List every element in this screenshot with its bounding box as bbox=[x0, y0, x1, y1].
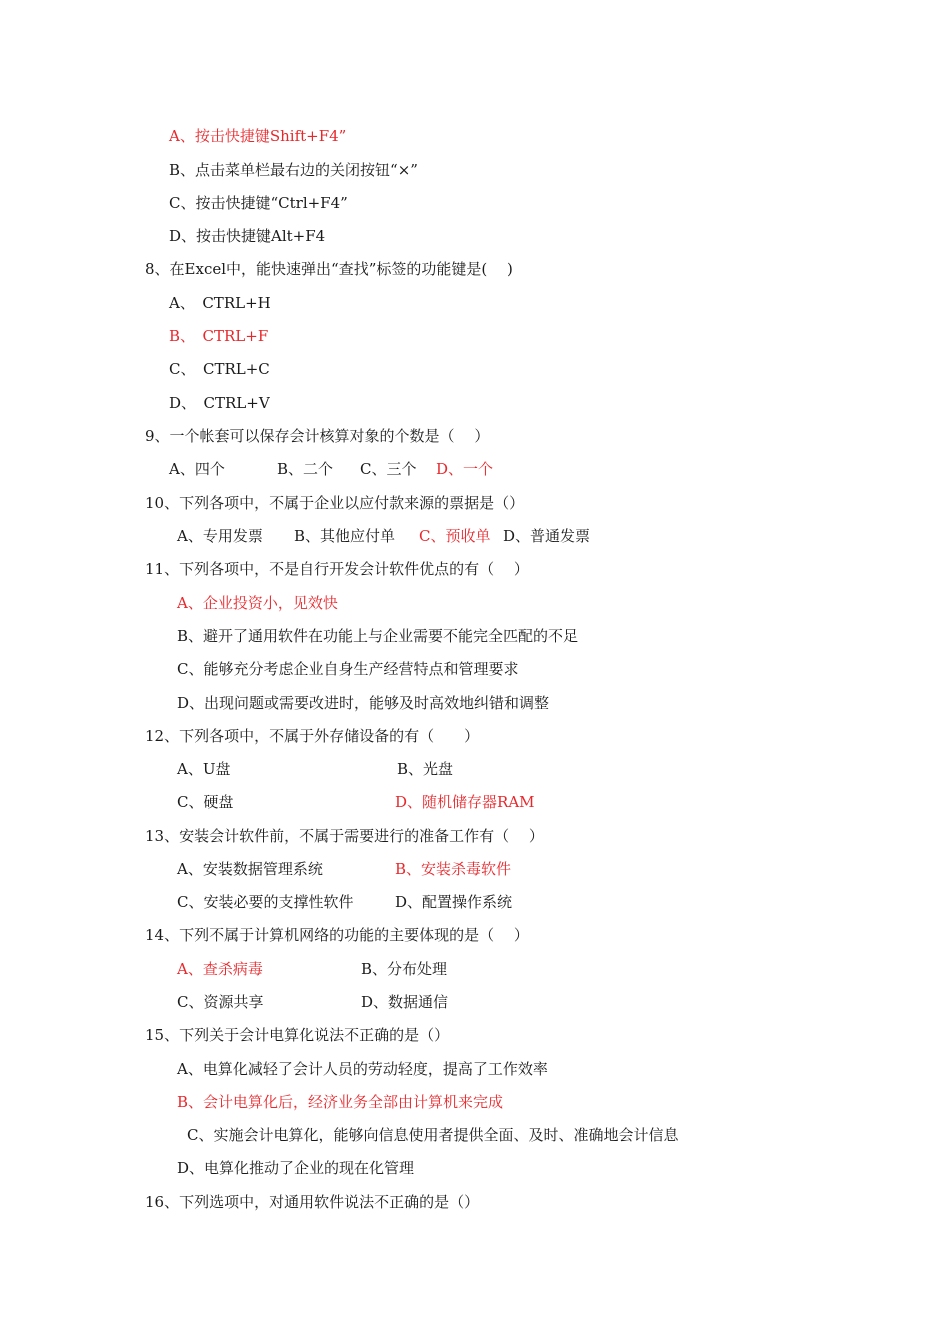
q8-text: 8、在Excel中，能快速弹出“查找”标签的功能键是( ) bbox=[145, 260, 513, 278]
q8-option-d: D、 CTRL+V bbox=[169, 394, 270, 412]
q12-options-row2 bbox=[0, 793, 950, 811]
q10-option-b: B、其他应付单 bbox=[294, 527, 396, 545]
q9-option-b: B、二个 bbox=[277, 460, 334, 478]
q12-option-b: B、光盘 bbox=[397, 760, 454, 778]
q7-option-b: B、点击菜单栏最右边的关闭按钮“×” bbox=[169, 161, 418, 179]
q11-option-c: C、能够充分考虑企业自身生产经营特点和管理要求 bbox=[177, 660, 519, 678]
q13-text: 13、安装会计软件前，不属于需要进行的准备工作有（ ） bbox=[145, 827, 544, 845]
q14-options-row1 bbox=[0, 960, 950, 978]
q10-option-d: D、普通发票 bbox=[503, 527, 591, 545]
q16-text: 16、下列选项中，对通用软件说法不正确的是（） bbox=[145, 1193, 480, 1211]
q12-option-d: D、随机储存器RAM bbox=[395, 793, 535, 811]
q15-option-b: B、会计电算化后，经济业务全部由计算机来完成 bbox=[177, 1093, 504, 1111]
q11-text: 11、下列各项中，不是自行开发会计软件优点的有（ ） bbox=[145, 560, 529, 578]
q14-options-row2 bbox=[0, 993, 950, 1011]
q12-option-c: C、硬盘 bbox=[177, 793, 234, 811]
q15-option-a: A、电算化减轻了会计人员的劳动轻度，提高了工作效率 bbox=[177, 1060, 548, 1078]
q13-options-row1 bbox=[0, 860, 950, 878]
q13-option-d: D、配置操作系统 bbox=[395, 893, 513, 911]
q8-option-c: C、 CTRL+C bbox=[169, 360, 270, 378]
q15-option-d: D、电算化推动了企业的现在化管理 bbox=[177, 1159, 415, 1177]
q10-options bbox=[0, 527, 950, 545]
q8-option-a: A、 CTRL+H bbox=[169, 294, 271, 312]
q14-option-c: C、资源共享 bbox=[177, 993, 264, 1011]
q9-option-c: C、三个 bbox=[360, 460, 417, 478]
q11-option-d: D、出现问题或需要改进时，能够及时高效地纠错和调整 bbox=[177, 694, 550, 712]
q12-option-a: A、U盘 bbox=[177, 760, 231, 778]
q12-text: 12、下列各项中，不属于外存储设备的有（ ） bbox=[145, 727, 480, 745]
q13-option-b: B、安装杀毒软件 bbox=[395, 860, 512, 878]
q10-option-c: C、预收单 bbox=[419, 527, 491, 545]
q9-option-d: D、一个 bbox=[436, 460, 494, 478]
q14-option-d: D、数据通信 bbox=[361, 993, 449, 1011]
q15-text: 15、下列关于会计电算化说法不正确的是（） bbox=[145, 1026, 450, 1044]
q13-options-row2 bbox=[0, 893, 950, 911]
q10-option-a: A、专用发票 bbox=[177, 527, 263, 545]
q14-text: 14、下列不属于计算机网络的功能的主要体现的是（ ） bbox=[145, 926, 529, 944]
q13-option-c: C、安装必要的支撑性软件 bbox=[177, 893, 354, 911]
q9-options bbox=[0, 460, 950, 478]
q9-option-a: A、四个 bbox=[169, 460, 225, 478]
q7-option-a: A、按击快捷键Shift+F4” bbox=[169, 127, 347, 145]
q14-option-a: A、查杀病毒 bbox=[177, 960, 263, 978]
q14-option-b: B、分布处理 bbox=[361, 960, 448, 978]
q13-option-a: A、安装数据管理系统 bbox=[177, 860, 323, 878]
q7-option-c: C、按击快捷键“Ctrl+F4” bbox=[169, 194, 348, 212]
q8-option-b: B、 CTRL+F bbox=[169, 327, 269, 345]
q10-text: 10、下列各项中，不属于企业以应付款来源的票据是（） bbox=[145, 494, 525, 512]
q9-text: 9、一个帐套可以保存会计核算对象的个数是（ ） bbox=[145, 427, 490, 445]
q15-option-c: C、实施会计电算化，能够向信息使用者提供全面、及时、准确地会计信息 bbox=[187, 1126, 679, 1144]
q12-options-row1 bbox=[0, 760, 950, 778]
q11-option-b: B、避开了通用软件在功能上与企业需要不能完全匹配的不足 bbox=[177, 627, 579, 645]
q11-option-a: A、企业投资小，见效快 bbox=[177, 594, 338, 612]
q7-option-d: D、按击快捷键Alt+F4 bbox=[169, 227, 326, 245]
